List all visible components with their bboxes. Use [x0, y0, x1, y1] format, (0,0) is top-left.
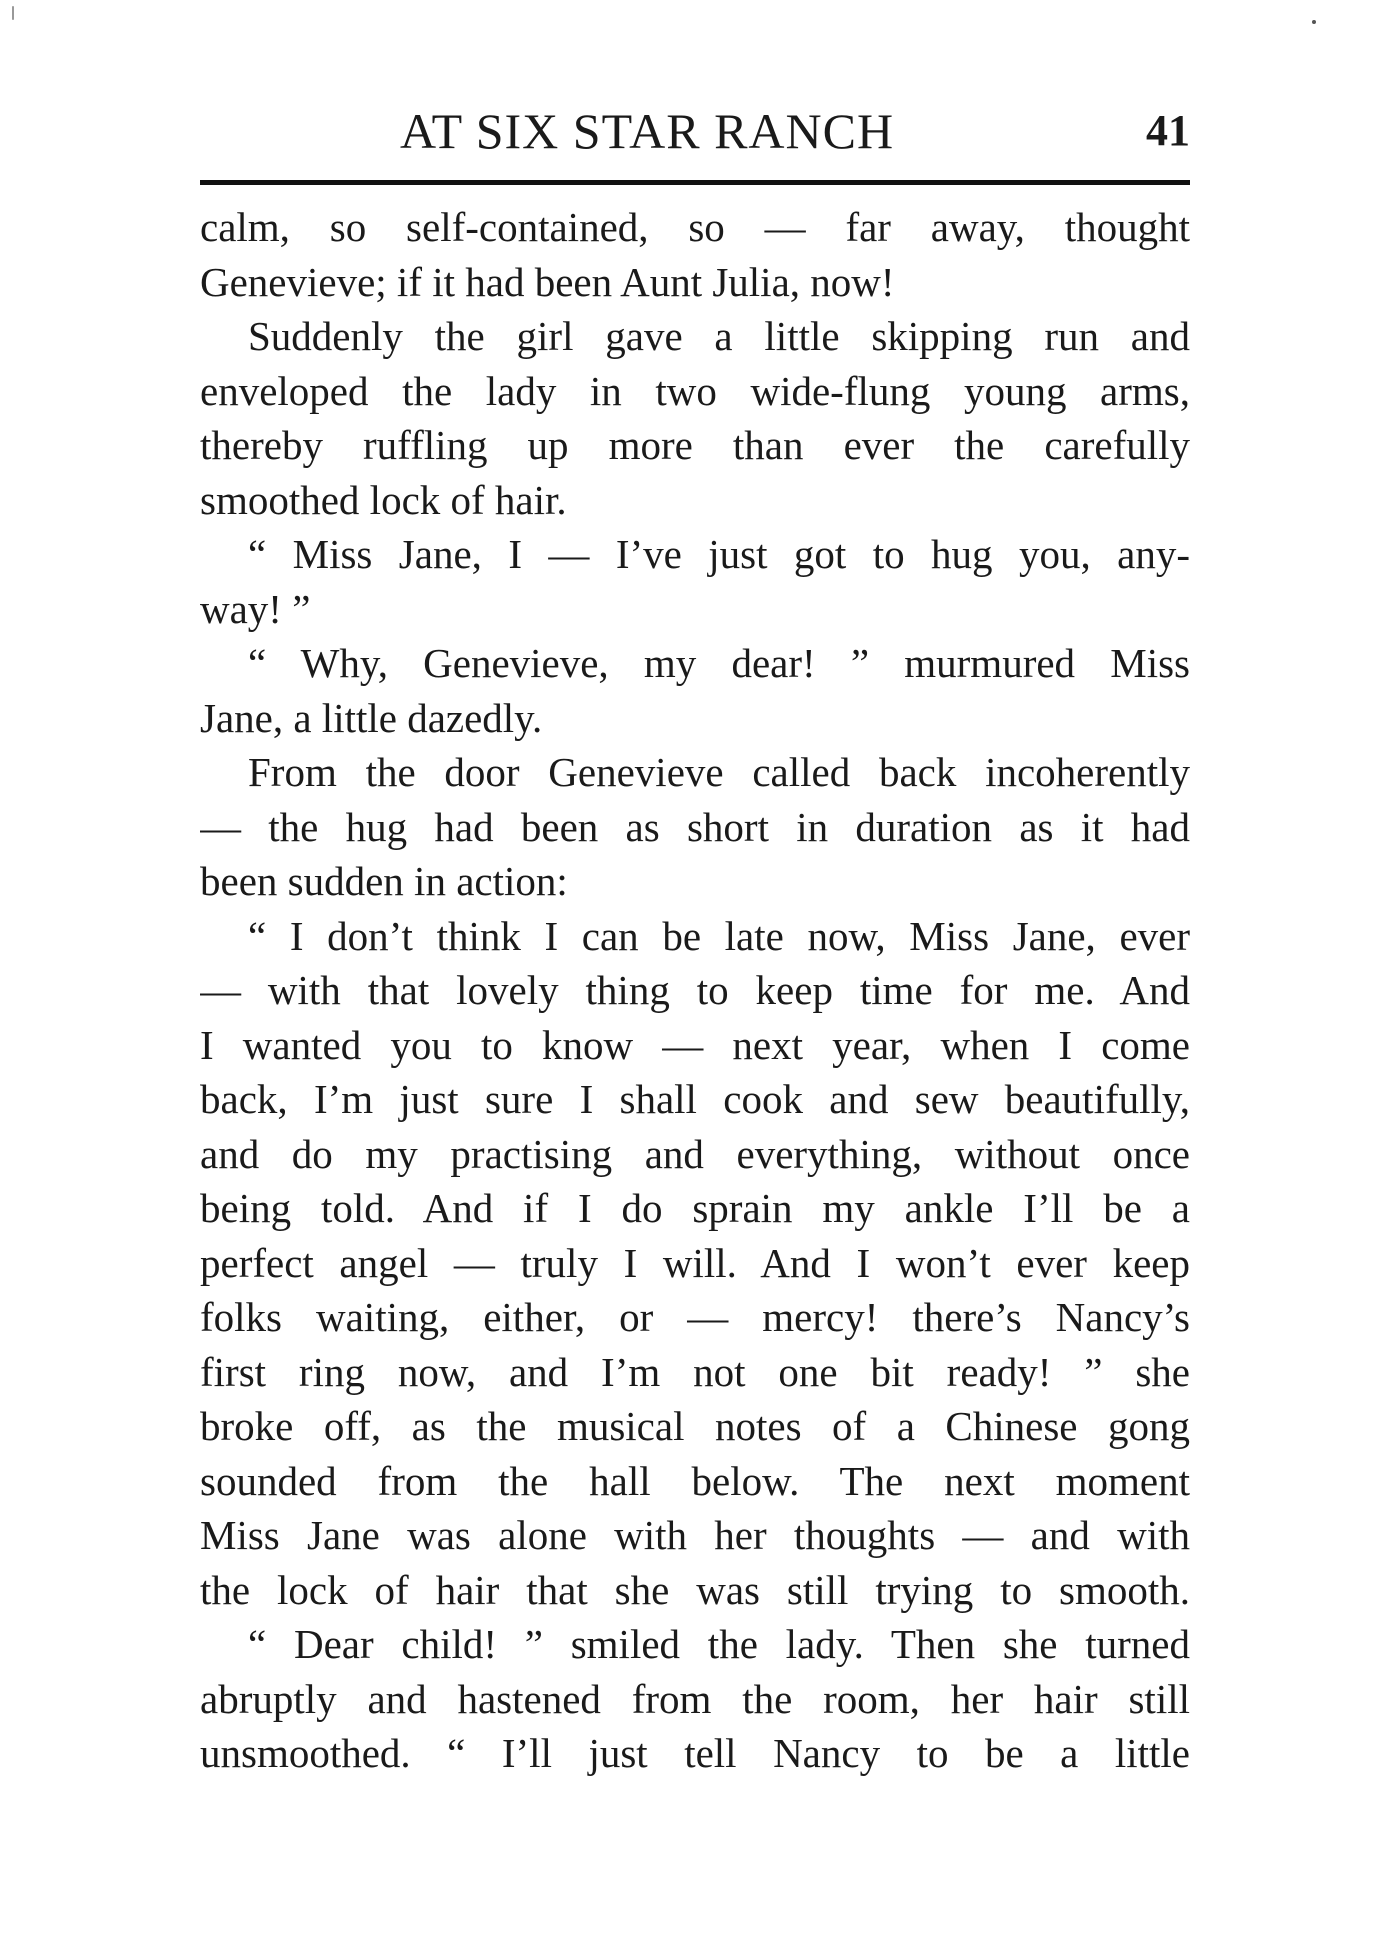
text-line: enveloped the lady in two wide-flung young arms, — [200, 367, 1190, 414]
text-line: been sudden in action: — [200, 858, 568, 904]
text-line: unsmoothed. “ I’ll just tell Nancy to be a little — [200, 1730, 1190, 1776]
text-line: Genevieve; if it had been Aunt Julia, now! — [200, 258, 895, 305]
scan-speck — [1312, 20, 1316, 24]
text-line: “ I don’t think I can be late now, Miss Jane, ever — [248, 912, 1190, 959]
text-line: the lock of hair that she was still trying to smooth. — [200, 1566, 1190, 1613]
body-text — [200, 200, 1190, 1781]
text-line: smoothed lock of hair. — [200, 476, 567, 523]
header-rule — [200, 180, 1190, 185]
text-line: Miss Jane was alone with her thoughts — and with — [200, 1512, 1190, 1558]
text-line: broke off, as the musical notes of a Chinese gong — [200, 1403, 1190, 1449]
text-line: sounded from the hall below. The next moment — [200, 1457, 1190, 1504]
text-line: perfect angel — truly I will. And I won’t ever keep — [200, 1239, 1190, 1286]
text-line: back, I’m just sure I shall cook and sew beautifully, — [200, 1076, 1190, 1122]
text-line: folks waiting, either, or — mercy! there’s Nancy’s — [200, 1294, 1190, 1340]
text-line: abruptly and hastened from the room, her hair still — [200, 1675, 1190, 1722]
running-title: AT SIX STAR RANCH — [400, 103, 895, 159]
running-head — [200, 100, 1190, 162]
text-line: Jane, a little dazedly. — [200, 694, 543, 741]
page-number: 41 — [1146, 106, 1190, 155]
text-line: — the hug had been as short in duration as it had — [200, 803, 1190, 850]
scan-speck — [12, 6, 14, 20]
text-line: “ Why, Genevieve, my dear! ” murmured Miss — [248, 640, 1190, 686]
text-line: calm, so self-contained, so — far away, thought — [200, 204, 1190, 250]
text-line: first ring now, and I’m not one bit ready! ” she — [200, 1348, 1190, 1395]
text-line: Suddenly the girl gave a little skipping run and — [248, 313, 1190, 359]
text-line: way! ” — [200, 585, 311, 632]
text-line: thereby ruffling up more than ever the carefully — [200, 422, 1190, 468]
text-line: and do my practising and everything, without once — [200, 1130, 1190, 1177]
text-line: I wanted you to know — next year, when I come — [200, 1021, 1190, 1068]
text-line: — with that lovely thing to keep time for me. And — [200, 967, 1190, 1013]
text-line: being told. And if I do sprain my ankle I’ll be a — [200, 1185, 1190, 1231]
text-line: “ Dear child! ” smiled the lady. Then she turned — [248, 1621, 1190, 1667]
text-line: From the door Genevieve called back incoherently — [248, 749, 1190, 795]
text-line: “ Miss Jane, I — I’ve just got to hug you, any- — [248, 531, 1190, 577]
